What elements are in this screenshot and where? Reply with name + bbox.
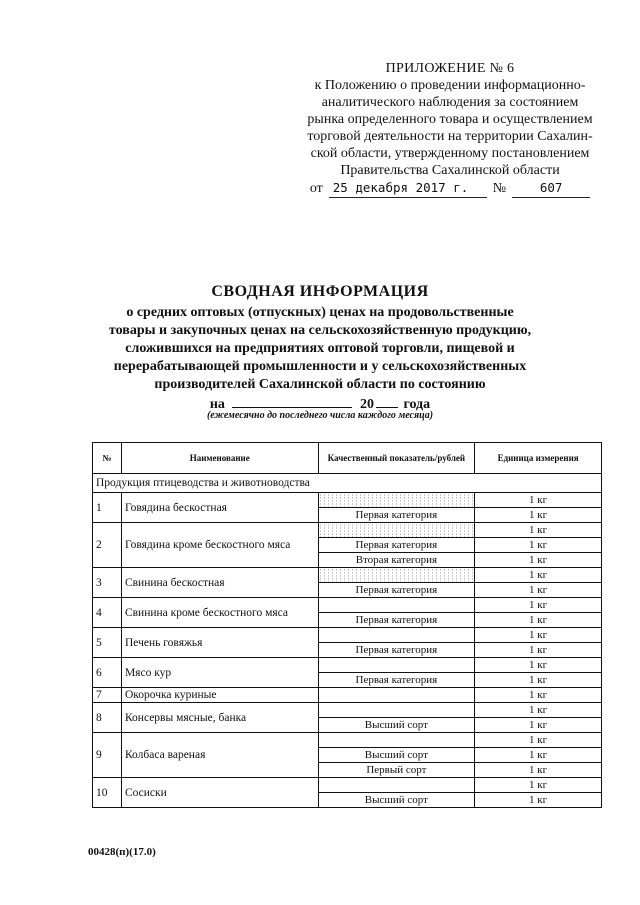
unit-cell: 1 кг	[475, 598, 602, 613]
on-label: на	[209, 397, 225, 412]
unit-cell: 1 кг	[475, 688, 602, 703]
product-name: Печень говяжья	[121, 628, 318, 658]
table-row	[93, 778, 602, 793]
product-name: Сосиски	[121, 778, 318, 808]
document-title: СВОДНАЯ ИНФОРМАЦИЯ	[211, 283, 429, 300]
quality-cell	[318, 598, 475, 613]
unit-cell: 1 кг	[475, 553, 602, 568]
unit-cell: 1 кг	[475, 658, 602, 673]
appendix-line: ской области, утвержденному постановлением	[310, 146, 590, 161]
unit-cell: 1 кг	[475, 718, 602, 733]
row-number: 10	[93, 778, 122, 808]
quality-cell: Первая категория	[318, 673, 475, 688]
unit-cell: 1 кг	[475, 523, 602, 538]
table-row	[93, 688, 602, 703]
product-name: Колбаса вареная	[121, 733, 318, 778]
quality-cell: Первая категория	[318, 508, 475, 523]
header-name: Наименование	[121, 443, 318, 474]
table-row	[93, 568, 602, 583]
table-row	[93, 658, 602, 673]
unit-cell: 1 кг	[475, 733, 602, 748]
subtitle-line: перерабатывающей промышленности и у сельскохозяйственных	[113, 359, 527, 374]
form-code: 00428(п)(17.0)	[88, 846, 156, 858]
appendix-line: рынка определенного товара и осуществлением	[307, 112, 593, 127]
row-number: 2	[93, 523, 122, 568]
frequency-note: (ежемесячно до последнего числа каждого месяца)	[206, 410, 434, 421]
decree-number: 607	[512, 179, 590, 198]
quality-cell	[318, 703, 475, 718]
date-blank	[232, 395, 352, 408]
quality-cell	[318, 733, 475, 748]
unit-cell: 1 кг	[475, 763, 602, 778]
unit-cell: 1 кг	[475, 583, 602, 598]
table-row	[93, 628, 602, 643]
quality-cell: Первый сорт	[318, 763, 475, 778]
decree-date-row	[300, 179, 600, 198]
quality-cell	[318, 628, 475, 643]
unit-cell: 1 кг	[475, 643, 602, 658]
quality-cell	[318, 493, 475, 508]
unit-cell: 1 кг	[475, 628, 602, 643]
product-name: Мясо кур	[121, 658, 318, 688]
product-name: Свинина бескостная	[121, 568, 318, 598]
quality-cell	[318, 688, 475, 703]
unit-cell: 1 кг	[475, 508, 602, 523]
unit-cell: 1 кг	[475, 703, 602, 718]
section-title: Продукция птицеводства и животноводства	[93, 474, 602, 493]
subtitle-line: производителей Сахалинской области по состоянию	[154, 377, 486, 392]
table-row	[93, 493, 602, 508]
row-number: 5	[93, 628, 122, 658]
unit-cell: 1 кг	[475, 568, 602, 583]
year-suffix: года	[403, 397, 431, 412]
appendix-title: ПРИЛОЖЕНИЕ № 6	[385, 61, 515, 76]
header-quality: Качественный показатель/рублей	[318, 443, 475, 474]
unit-cell: 1 кг	[475, 538, 602, 553]
decree-date: 25 декабря 2017 г.	[329, 179, 487, 198]
quality-cell: Первая категория	[318, 613, 475, 628]
row-number: 9	[93, 733, 122, 778]
appendix-line: аналитического наблюдения за состоянием	[321, 95, 579, 110]
product-name: Свинина кроме бескостного мяса	[121, 598, 318, 628]
quality-cell: Первая категория	[318, 538, 475, 553]
row-number: 3	[93, 568, 122, 598]
quality-cell: Первая категория	[318, 643, 475, 658]
quality-cell	[318, 778, 475, 793]
product-name: Говядина бескостная	[121, 493, 318, 523]
quality-cell	[318, 523, 475, 538]
table-row	[93, 733, 602, 748]
product-name: Говядина кроме бескостного мяса	[121, 523, 318, 568]
quality-cell: Высший сорт	[318, 718, 475, 733]
section-row	[93, 474, 602, 493]
quality-cell: Вторая категория	[318, 553, 475, 568]
quality-cell	[318, 658, 475, 673]
unit-cell: 1 кг	[475, 613, 602, 628]
appendix-line: торговой деятельности на территории Сахалин-	[307, 129, 593, 144]
unit-cell: 1 кг	[475, 748, 602, 763]
product-name: Окорочка куриные	[121, 688, 318, 703]
table-row	[93, 598, 602, 613]
appendix-block	[300, 60, 600, 198]
unit-cell: 1 кг	[475, 493, 602, 508]
price-table	[92, 442, 602, 808]
quality-cell: Высший сорт	[318, 748, 475, 763]
unit-cell: 1 кг	[475, 778, 602, 793]
row-number: 8	[93, 703, 122, 733]
row-number: 4	[93, 598, 122, 628]
number-label: №	[492, 181, 507, 196]
row-number: 1	[93, 493, 122, 523]
table-row	[93, 703, 602, 718]
table-row	[93, 523, 602, 538]
year-prefix: 20	[359, 397, 374, 412]
from-label: от	[309, 181, 323, 196]
subtitle-line: сложившихся на предприятиях оптовой торговли, пищевой и	[125, 341, 515, 356]
appendix-line: Правительства Сахалинской области	[340, 163, 560, 178]
quality-cell: Первая категория	[318, 583, 475, 598]
year-blank	[376, 395, 398, 408]
product-name: Консервы мясные, банка	[121, 703, 318, 733]
unit-cell: 1 кг	[475, 673, 602, 688]
table-header-row	[93, 443, 602, 474]
header-number: №	[93, 443, 122, 474]
appendix-line: к Положению о проведении информационно-	[314, 78, 586, 93]
subtitle-line: о средних оптовых (отпускных) ценах на продовольственные	[126, 305, 514, 320]
document-subtitle	[60, 304, 580, 394]
row-number: 7	[93, 688, 122, 703]
unit-cell: 1 кг	[475, 793, 602, 808]
quality-cell: Высший сорт	[318, 793, 475, 808]
quality-cell	[318, 568, 475, 583]
row-number: 6	[93, 658, 122, 688]
header-unit: Единица измерения	[475, 443, 602, 474]
subtitle-line: товары и закупочных ценах на сельскохозяйственную продукцию,	[108, 323, 532, 338]
